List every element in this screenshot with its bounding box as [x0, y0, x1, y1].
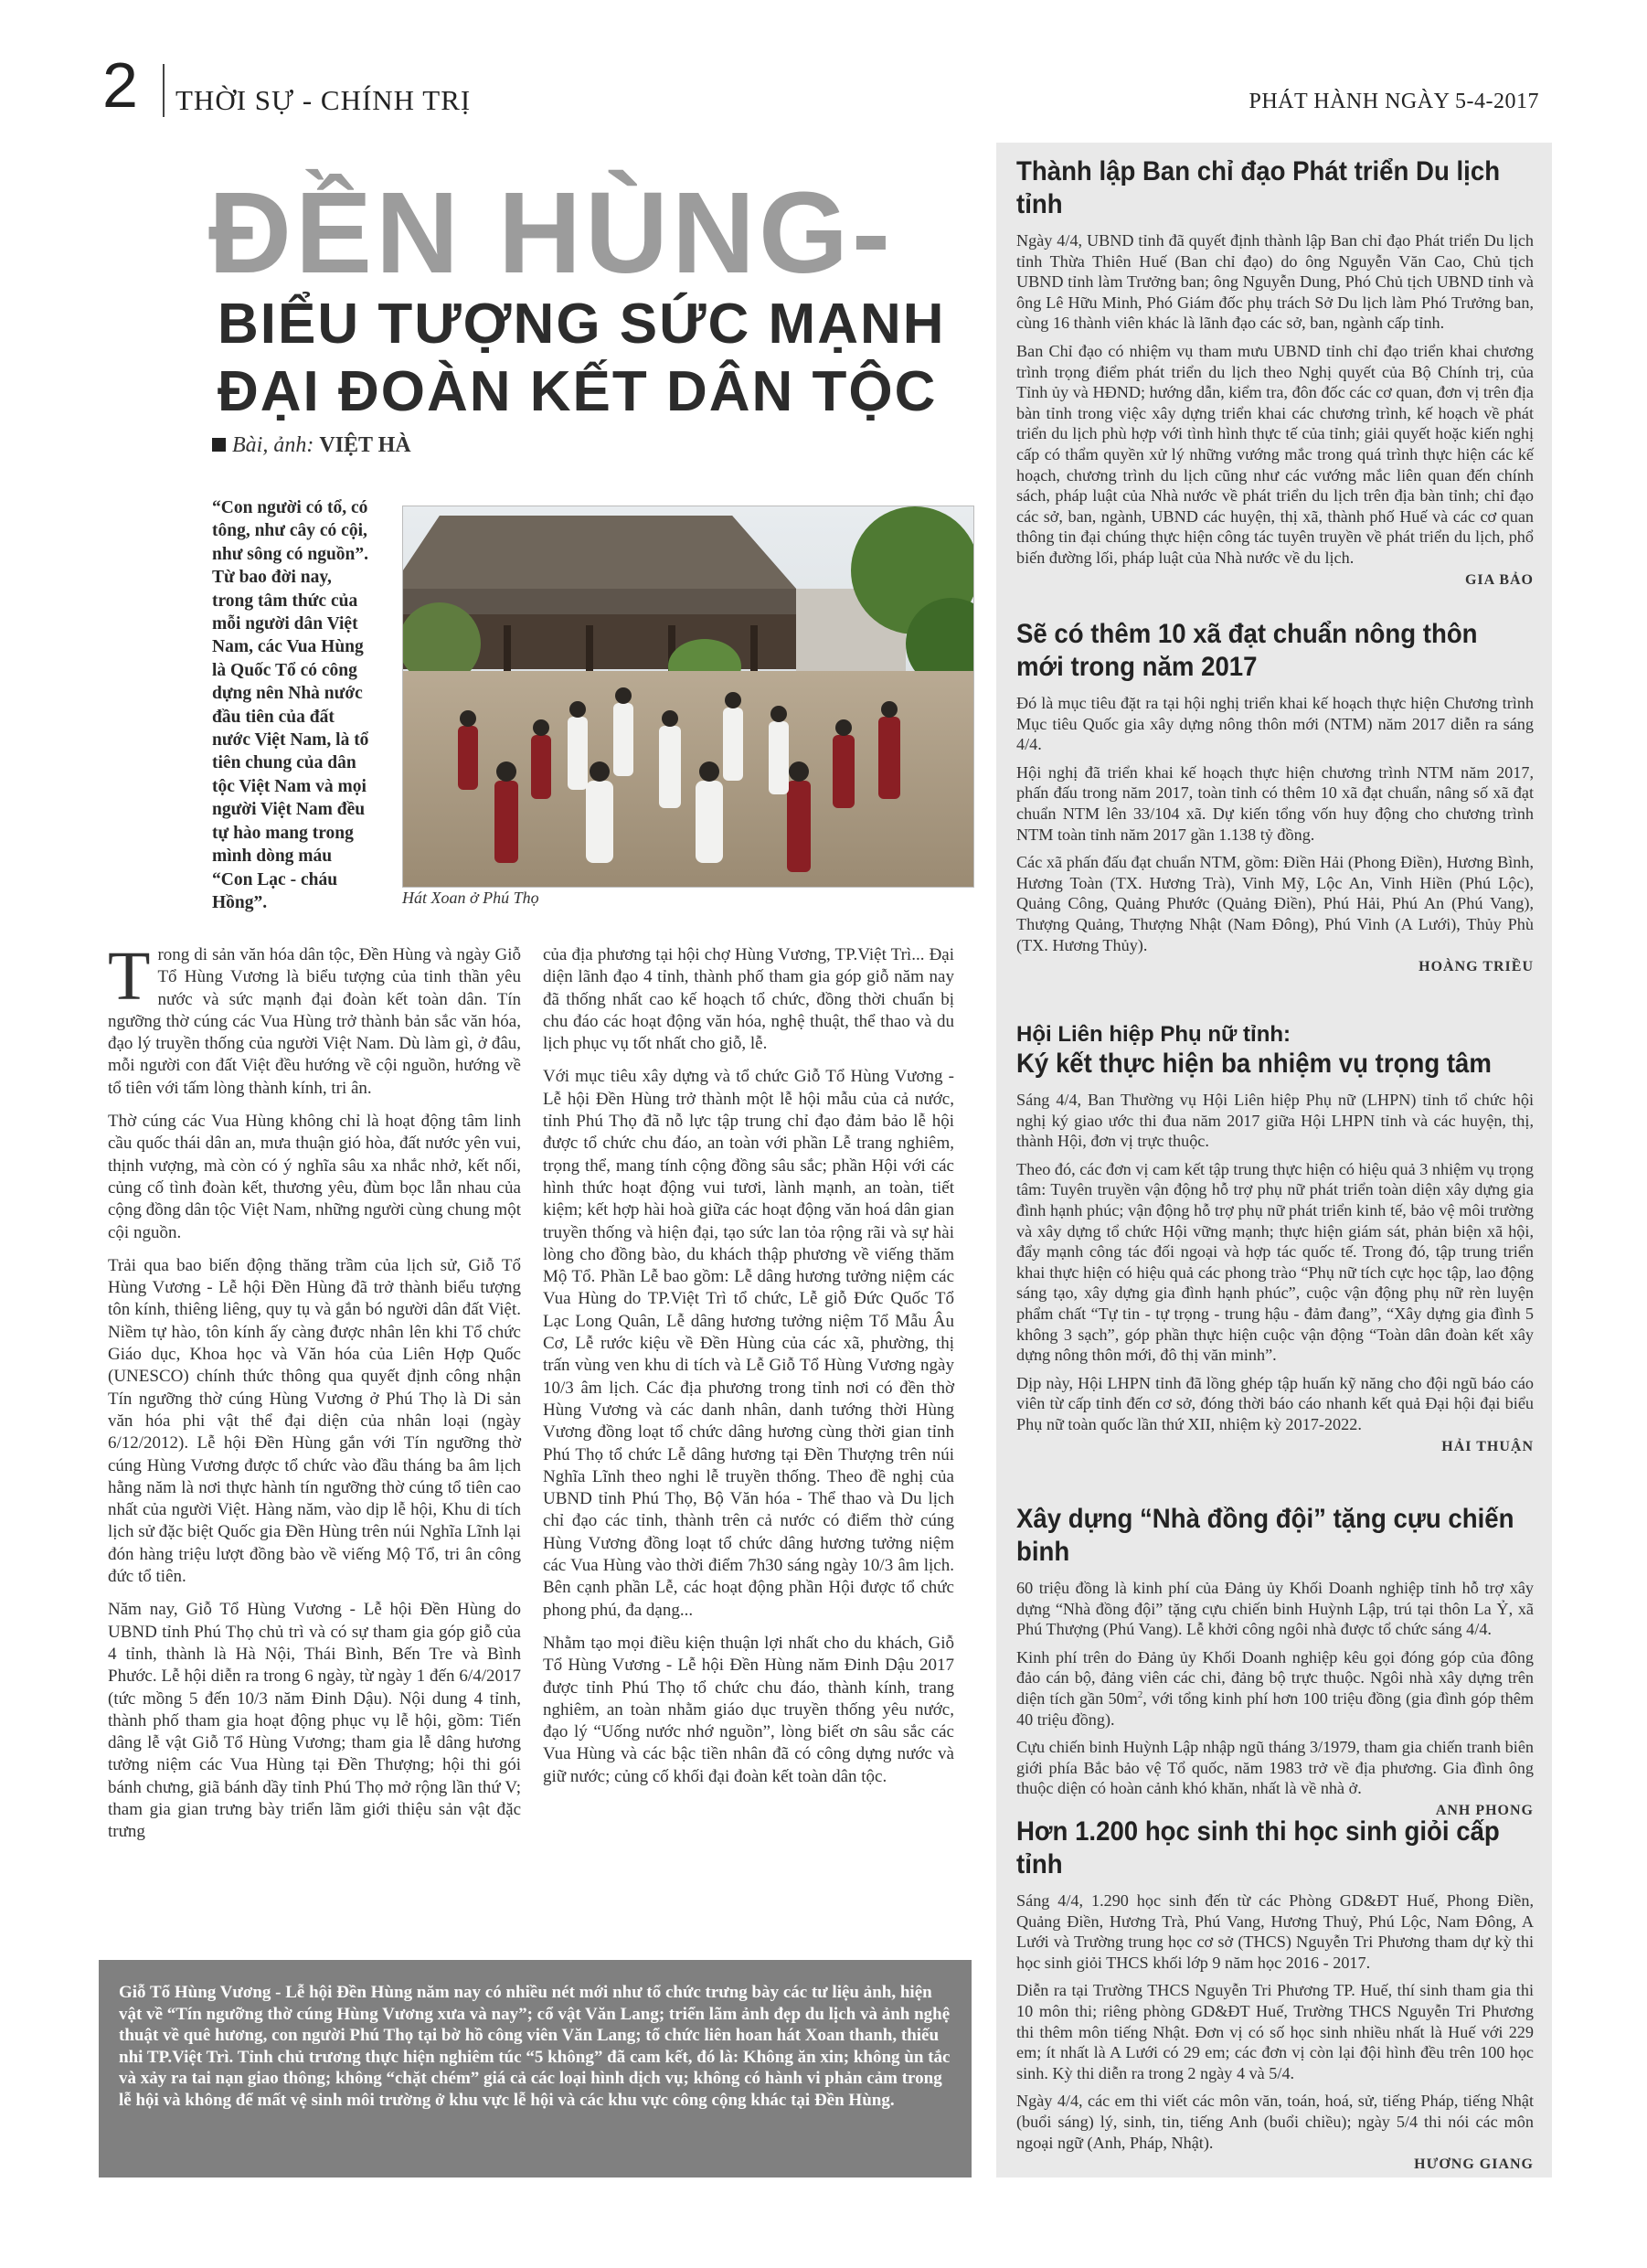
news-paragraph: 60 triệu đồng là kinh phí của Đảng ủy Khối Doanh nghiệp tỉnh hỗ trợ xây dựng “Nhà đồng đội” tặng cựu chiến binh Huỳnh Lập, trú tại thôn La Ỷ, xã Phú Thượng (Phú Vang). Lễ khởi công ngôi nhà được tổ chức sáng 4/4. [1016, 1579, 1534, 1639]
news-paragraph: Sáng 4/4, Ban Thường vụ Hội Liên hiệp Phụ nữ (LHPN) tỉnh tổ chức hội nghị ký giao ước thi đua năm 2017 giữa Hội LHPN tỉnh và các huyện, thị, thành Hội, đơn vị trực thuộc. [1016, 1091, 1534, 1151]
photo-caption: Hát Xoan ở Phú Thọ [402, 889, 539, 907]
news-paragraph: Các xã phấn đấu đạt chuẩn NTM, gồm: Điền Hải (Phong Điền), Hương Bình, Hương Toàn (TX. Hương Trà), Vinh Mỹ, Lộc An, Vinh Hiền (Phú Lộc), Quảng Công, Quảng Phước (Quảng Điền), Phú Hải, Phú An (Phú Vang), Thượng Quảng, Thượng Nhật (Nam Đông), Phú Vinh (A Lưới), Thủy Phù (TX. Hương Thủy). [1016, 853, 1534, 954]
news-author: GIA BẢO [1464, 571, 1534, 588]
news-item-women-union [1016, 1022, 1534, 1455]
news-paragraph: Đó là mục tiêu đặt ra tại hội nghị triển khai kế hoạch thực hiện Chương trình Mục tiêu Quốc gia xây dựng nông thôn mới (NTM) năm 2017 diễn ra sáng 4/4. [1016, 694, 1534, 754]
byline-label: Bài, ảnh: [232, 433, 314, 457]
news-paragraph: Ngày 4/4, các em thi viết các môn văn, toán, hoá, sử, tiếng Pháp, tiếng Nhật (buổi sáng) lý, sinh, tin, tiếng Anh (buổi chiều); ngày 5/4 thi nói các môn ngoại ngữ (Anh, Pháp, Nhật). [1016, 2092, 1534, 2152]
article-column-1 [108, 938, 521, 1855]
news-paragraph: Diễn ra tại Trường THCS Nguyễn Tri Phương TP. Huế, thí sinh tham gia thi 10 môn thi; riêng phòng GD&ĐT Huế, Trường THCS Nguyễn Tri Phương thi thêm môn tiếng Nhật. Đơn vị có số học sinh nhiều nhất là Huế với 229 em; ít nhất là A Lưới có 29 em; các đơn vị còn lại đội hình đều trên 100 học sinh. Kỳ thi diễn ra trong 2 ngày 4 và 5/4. [1016, 1981, 1534, 2082]
body-paragraph: Nhằm tạo mọi điều kiện thuận lợi nhất cho du khách, Giỗ Tổ Hùng Vương - Lễ hội Đền Hùng năm Đinh Dậu 2017 được tỉnh Phú Thọ tổ chức chu đáo, thành kính, trang nghiêm, an toàn nhằm giáo dục truyền thống yêu nước, đạo lý “Uống nước nhớ nguồn”, lòng biết ơn sâu sắc các Vua Hùng và các bậc tiền nhân đã có công dựng nước và giữ nước; củng cố khối đại đoàn kết toàn dân tộc. [543, 1633, 954, 1786]
body-paragraph: Trong di sản văn hóa dân tộc, Đền Hùng và ngày Giỗ Tổ Hùng Vương là biểu tượng của tinh thần yêu nước và sức mạnh đại đoàn kết toàn dân. Tín ngưỡng thờ cúng các Vua Hùng trở thành bản sắc văn hóa, đạo lý truyền thống của người Việt Nam. Dù làm gì, ở đâu, mỗi người con đất Việt đều hướng về cội nguồn, hướng về tổ tiên với tấm lòng thành kính, tri ân. [108, 938, 521, 1098]
news-title: Thành lập Ban chỉ đạo Phát triển Du lịch tỉnh [1016, 156, 1501, 219]
body-paragraph: Trải qua bao biến động thăng trầm của lịch sử, Giỗ Tổ Hùng Vương - Lễ hội Đền Hùng đã trở thành biểu tượng tôn kính, thiêng liêng, quy tụ và gắn bó người dân đất Việt. Niềm tự hào, tôn kính ấy càng được nhân lên khi Tổ chức Giáo dục, Khoa học và Văn hóa của Liên Hợp Quốc (UNESCO) chính thức thông qua quyết định công nhận Tín ngưỡng thờ cúng Hùng Vương ở Phú Thọ là Di sản văn hóa phi vật thể đại diện của nhân loại (ngày 6/12/2012). Lễ hội Đền Hùng gắn với Tín ngưỡng thờ cúng Hùng Vương được tổ chức vào đầu tháng ba âm lịch hằng năm là nơi thực hành tín ngưỡng thờ cúng tổ tiên cao nhất của người Việt. Hàng năm, vào dịp lễ hội, Khu di tích lịch sử đặc biệt Quốc gia Đền Hùng trên núi Nghĩa Lĩnh lại đón hàng triệu lượt đồng bào về viếng Mộ Tổ, tri ân công đức tổ tiên. [108, 1255, 521, 1587]
news-paragraph: Kinh phí trên do Đảng ủy Khối Doanh nghiệp kêu gọi đóng góp của đông đảo cán bộ, đảng viên các chi, đảng bộ trực thuộc. Ngôi nhà xây dựng trên diện tích gần $50m^2$, với tổng kinh phí hơn 100 triệu đồng (gia đình góp thêm 40 triệu đồng). [1016, 1647, 1534, 1729]
news-paragraph: Cựu chiến binh Huỳnh Lập nhập ngũ tháng 3/1979, tham gia chiến tranh biên giới phía Bắc bảo vệ Tổ quốc, năm 1983 trở về địa phương. Gia đình ông thuộc diện có hoàn cảnh khó khăn, nhất là về nhà ở. [1016, 1738, 1534, 1798]
byline-author: VIỆT HÀ [319, 433, 411, 457]
news-paragraph: Ban Chỉ đạo có nhiệm vụ tham mưu UBND tỉnh chỉ đạo triển khai chương trình trọng điểm phát triển du lịch theo Nghị quyết của Bộ Chính trị, của Tỉnh ủy và HĐND; hướng dẫn, kiểm tra, đôn đốc các cơ quan, đơn vị trên địa bàn tỉnh trong việc xây dựng triển khai các chương trình, kế hoạch về phát triển du lịch phù hợp với tình hình thực tế của tỉnh; giải quyết hoặc kiến nghị cấp có thẩm quyền xử lý những vướng mắc trong quá trình thực hiện các kế hoạch, chương trình du lịch cũng như các vướng mắc liên quan đến chính sách, pháp luật của Nhà nước về phát triển du lịch trên địa bàn tỉnh; chỉ đạo các sở, ban, ngành, UBND các huyện, thị xã, thành phố Huế và các cơ quan thông tin đại chúng thực hiện công tác tuyên truyền về phát triển du lịch, phổ biến đường lối, pháp luật của Nhà nước về du lịch. [1016, 341, 1534, 567]
headline-main: ĐỀN HÙNG- [208, 168, 894, 297]
headline-sub-line1: BIỂU TƯỢNG SỨC MẠNH [218, 293, 946, 356]
news-kicker: Hội Liên hiệp Phụ nữ tỉnh: [1016, 1022, 1291, 1047]
section-name: THỜI SỰ - CHÍNH TRỊ [175, 84, 472, 116]
headline-sub-line2: ĐẠI ĐOÀN KẾT DÂN TỘC [218, 360, 938, 423]
news-item-student-exam [1016, 1815, 1534, 2173]
news-title: Hơn 1.200 học sinh thi học sinh giỏi cấp tỉnh [1016, 1816, 1500, 1879]
news-item-veteran-house [1016, 1503, 1534, 1819]
highlight-box: Giỗ Tổ Hùng Vương - Lễ hội Đền Hùng năm nay có nhiều nét mới như tổ chức trưng bày các tư liệu ảnh, hiện vật về “Tín ngưỡng thờ cúng Hùng Vương xưa và nay”; cổ vật Văn Lang; triển lãm ảnh đẹp du lịch và ảnh nghệ thuật về quê hương, con người Phú Thọ tại bờ hồ công viên Văn Lang; tổ chức liên hoan hát Xoan thanh, thiếu nhi TP.Việt Trì. Tỉnh chủ trương thực hiện nghiêm túc “5 không” đã cam kết, đó là: Không ăn xin; không ùn tắc và xảy ra tai nạn giao thông; không “chặt chém” giá cả các loại hình dịch vụ; không có hành vi phản cảm trong lễ hội và không để mất vệ sinh môi trường ở khu vực lễ hội và các khu vực công cộng khác tại Đền Hùng. [99, 1960, 972, 2177]
pull-quote: “Con người có tổ, có tông, như cây có cội, như sông có nguồn”. Từ bao đời nay, trong tâm thức của mỗi người dân Việt Nam, các Vua Hùng là Quốc Tổ có công dựng nên Nhà nước đầu tiên của đất nước Việt Nam, là tổ tiên chung của dân tộc Việt Nam và mọi người Việt Nam đều tự hào mang trong mình dòng máu “Con Lạc - cháu Hồng”. [212, 498, 369, 912]
byline [212, 433, 411, 458]
news-paragraph: Sáng 4/4, 1.290 học sinh đến từ các Phòng GD&ĐT Huế, Phong Điền, Quảng Điền, Hương Trà, Phú Vang, Hương Thuỷ, Phú Lộc, Nam Đông, A Lưới và Trường trung học cơ sở (THCS) Nguyễn Tri Phương tham dự kỳ thi học sinh giỏi THCS khối lớp 9 năm học 2016 - 2017. [1016, 1891, 1534, 1972]
news-item-rural [1016, 618, 1534, 975]
news-paragraph: Dịp này, Hội LHPN tỉnh đã lồng ghép tập huấn kỹ năng cho đội ngũ báo cáo viên từ cấp tỉnh đến cơ sở, đóng thời báo cáo nhanh kết quả Đại hội đại biểu Phụ nữ toàn quốc lần thứ XII, nhiệm kỳ 2017-2022. [1016, 1373, 1534, 1433]
drop-cap: T [108, 938, 151, 1015]
news-title: Sẽ có thêm 10 xã đạt chuẩn nông thôn mới trong năm 2017 [1016, 619, 1478, 682]
body-paragraph: Thờ cúng các Vua Hùng không chỉ là hoạt động tâm linh cầu quốc thái dân an, mưa thuận gió hòa, đất nước yên vui, thịnh vượng, mà còn có ý nghĩa sâu xa nhắc nhở, kết nối, củng cố tình đoàn kết, thương yêu, đùm bọc lẫn nhau của cộng đồng dân tộc Việt Nam, những người cùng chung một cội nguồn. [108, 1112, 521, 1242]
body-paragraph: Với mục tiêu xây dựng và tổ chức Giỗ Tổ Hùng Vương - Lễ hội Đền Hùng trở thành một lễ hội mẫu của cả nước, tỉnh Phú Thọ đã nỗ lực tập trung chỉ đạo đảm bảo lễ hội được tổ chức chu đáo, an toàn với phần Lễ trang nghiêm, trọng thể, mang tính cộng đồng sâu sắc; phần Hội với các hình thức hoạt động vui tươi, lành mạnh, an toàn, tiết kiệm; kết hợp hài hoà giữa các hoạt động văn hoá dân gian truyền thống và hiện đại, tạo sức lan tỏa rộng rãi và sự hài lòng cho đồng bào, du khách thập phương về viếng thăm Mộ Tổ. Phần Lễ bao gồm: Lễ dâng hương tưởng niệm các Vua Hùng do TP.Việt Trì tổ chức, Lễ giỗ Đức Quốc Tổ Lạc Long Quân, Lễ dâng hương tưởng niệm Tổ Mẫu Âu Cơ, Lễ rước kiệu về Đền Hùng của các xã, phường, thị trấn vùng ven khu di tích và Lễ Giỗ Tổ Hùng Vương ngày 10/3 âm lịch. Các địa phương trong tỉnh nơi có đền thờ Hùng Vương và các danh nhân, danh tướng thời Hùng Vương đồng loạt tổ chức dâng hương cùng thời gian tỉnh Phú Thọ tổ chức Lễ dâng hương tại Đền Thượng trên núi Nghĩa Lĩnh theo nghi lễ truyền thống. Theo đề nghị của UBND tỉnh Phú Thọ, Bộ Văn hóa - Thể thao và Du lịch chỉ đạo các tỉnh, thành trên cả nước có điểm thờ cúng Hùng Vương đồng loạt tổ chức dâng hương tưởng niệm các Vua Hùng vào thời điểm 7h30 sáng ngày 10/3 âm lịch. Bên cạnh phần Lễ, các hoạt động phần Hội được tổ chức phong phú, đa dạng... [543, 1067, 954, 1620]
news-item-tourism [1016, 155, 1534, 589]
byline-square-icon [212, 438, 226, 452]
issue-date: PHÁT HÀNH NGÀY 5-4-2017 [1249, 90, 1539, 113]
news-author: HƯƠNG GIANG [1414, 2156, 1534, 2173]
body-paragraph: Năm nay, Giỗ Tổ Hùng Vương - Lễ hội Đền Hùng do UBND tỉnh Phú Thọ chủ trì và có sự tham gia góp giỗ của 4 tỉnh, thành là Hà Nội, Thái Bình, Bến Tre và Bình Phước. Lễ hội diễn ra trong 6 ngày, từ ngày 1 đến 6/4/2017 (tức mồng 5 đến 10/3 năm Đinh Dậu). Nội dung 4 tỉnh, thành phố tham gia hoạt động phục vụ lễ hội, gồm: Tiến dâng lễ vật Giỗ Tổ Hùng Vương; tham gia lễ dâng hương tưởng niệm các Vua Hùng tại Đền Thượng; hội thi gói bánh chưng, giã bánh dầy tỉnh Phú Thọ mở rộng lần thứ V; tham gia gian trưng bày triển lãm giới thiệu sản vật đặc trưng [108, 1600, 521, 1842]
news-author: ANH PHONG [1435, 1802, 1534, 1818]
body-paragraph: của địa phương tại hội chợ Hùng Vương, TP.Việt Trì... Đại diện lãnh đạo 4 tỉnh, thành phố tham gia góp giỗ năm nay đã thống nhất cao kế hoạch tổ chức, đồng thời chuẩn bị chu đáo các hoạt động văn hóa, nghệ thuật, thể thao và du lịch phục vụ tốt nhất cho giỗ, lễ. [543, 945, 954, 1054]
news-paragraph: Ngày 4/4, UBND tỉnh đã quyết định thành lập Ban chỉ đạo Phát triển Du lịch tỉnh Thừa Thiên Huế (Ban chỉ đạo) do ông Nguyễn Văn Cao, Chủ tịch UBND tỉnh làm Trưởng ban; ông Nguyễn Dung, Phó Chủ tịch UBND tỉnh và ông Lê Hữu Minh, Phó Giám đốc phụ trách Sở Du lịch làm Phó Trưởng ban, cùng 16 thành viên khác là lãnh đạo các sở, ban, ngành cấp tỉnh. [1016, 231, 1534, 333]
news-title: Ký kết thực hiện ba nhiệm vụ trọng tâm [1016, 1049, 1492, 1079]
article-column-2 [543, 944, 954, 1799]
xoan-singing-illustration [403, 506, 973, 887]
news-title: Xây dựng “Nhà đồng đội” tặng cựu chiến binh [1016, 1504, 1514, 1567]
article-photo [402, 506, 974, 888]
news-author: HẢI THUẬN [1441, 1438, 1534, 1454]
header-divider [163, 64, 165, 117]
news-author: HOÀNG TRIỀU [1419, 959, 1534, 975]
news-paragraph: Hội nghị đã triển khai kế hoạch thực hiện chương trình NTM năm 2017, phấn đấu trong năm 2017, toàn tỉnh có thêm 10 xã đạt chuẩn, nâng số xã đạt chuẩn NTM lên 33/104 xã. Dự kiến tổng vốn huy động cho chương trình NTM toàn tỉnh năm 2017 gần 1.138 tỷ đồng. [1016, 762, 1534, 844]
page-number: 2 [102, 49, 138, 121]
headline-sub [218, 291, 946, 426]
news-paragraph: Theo đó, các đơn vị cam kết tập trung thực hiện có hiệu quả 3 nhiệm vụ trọng tâm: Tuyên truyền vận động hỗ trợ phụ nữ phát triển toàn diện xây dựng gia đình hạnh phúc; vận động hỗ trợ phụ nữ phát triển kinh tế, bảo vệ môi trường và xây dựng tổ chức Hội vững mạnh; thực hiện giám sát, phản biện xã hội, đẩy mạnh công tác đối ngoại và hợp tác quốc tế. Trong đó, tập trung triển khai thực hiện có hiệu quả các phong trào “Phụ nữ tích cực học tập, lao động sáng tạo, xây dựng gia đình hạnh phúc”, cuộc vận động phụ nữ rèn luyện phẩm chất “Tự tin - tự trọng - trung hậu - đảm đang”, “Xây dựng gia đình 5 không 3 sạch”, góp phần thực hiện cuộc vận động “Toàn dân đoàn kết xây dựng nông thôn mới, đô thị văn minh”. [1016, 1159, 1534, 1365]
news-sidebar [996, 143, 1552, 2177]
